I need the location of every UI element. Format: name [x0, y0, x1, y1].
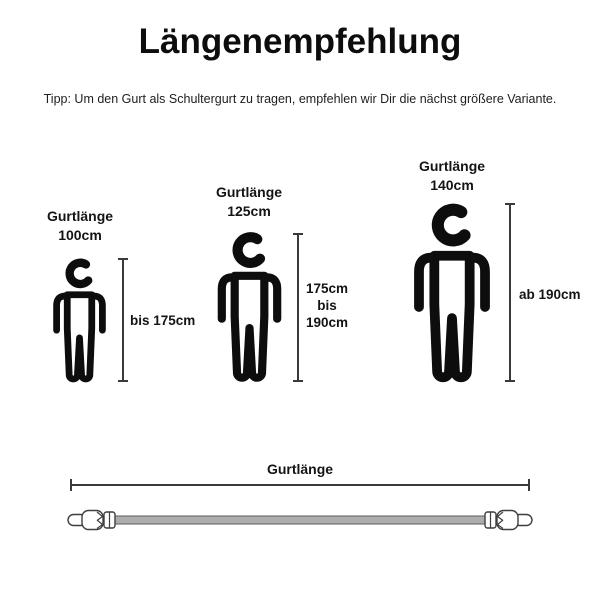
belt-length-label-line1: Gurtlänge — [46, 208, 114, 224]
tip-text: Tipp: Um den Gurt als Schultergurt zu tragen, empfehlen wir Dir die nächst größere Variante. — [43, 92, 557, 106]
right-buckle-icon — [485, 511, 532, 530]
vertical-measure-line-small — [122, 258, 124, 382]
vertical-measure-line-large — [509, 203, 511, 382]
left-buckle-icon — [68, 511, 115, 530]
person-icon-medium — [210, 229, 289, 385]
belt-length-label-small — [10, 207, 150, 245]
person-icon-small — [46, 256, 113, 385]
belt-strap-with-buckles-icon — [60, 500, 540, 540]
page-title: Längenempfehlung — [138, 22, 462, 61]
height-range-text: ab 190cm — [519, 287, 581, 302]
person-icon-large — [402, 200, 502, 386]
height-range-small — [130, 312, 195, 329]
height-range-medium — [299, 280, 355, 331]
height-range-text: 190cm — [305, 315, 349, 330]
height-range-text: bis — [317, 298, 337, 313]
belt-diagram-label: Gurtlänge — [266, 461, 334, 477]
belt-length-label-line1: Gurtlänge — [418, 158, 486, 174]
strap-webbing — [110, 516, 490, 524]
height-range-text: bis 175cm — [130, 313, 196, 328]
belt-length-label-large — [382, 157, 522, 195]
belt-length-label-line1: Gurtlänge — [215, 184, 283, 200]
belt-length-value: 125cm — [227, 203, 271, 219]
height-range-text: 175cm — [305, 281, 349, 296]
belt-length-label-medium — [179, 183, 319, 221]
horizontal-measure-line — [70, 484, 530, 486]
belt-length-value: 100cm — [58, 227, 102, 243]
belt-length-value: 140cm — [430, 177, 474, 193]
height-range-large — [519, 286, 581, 303]
